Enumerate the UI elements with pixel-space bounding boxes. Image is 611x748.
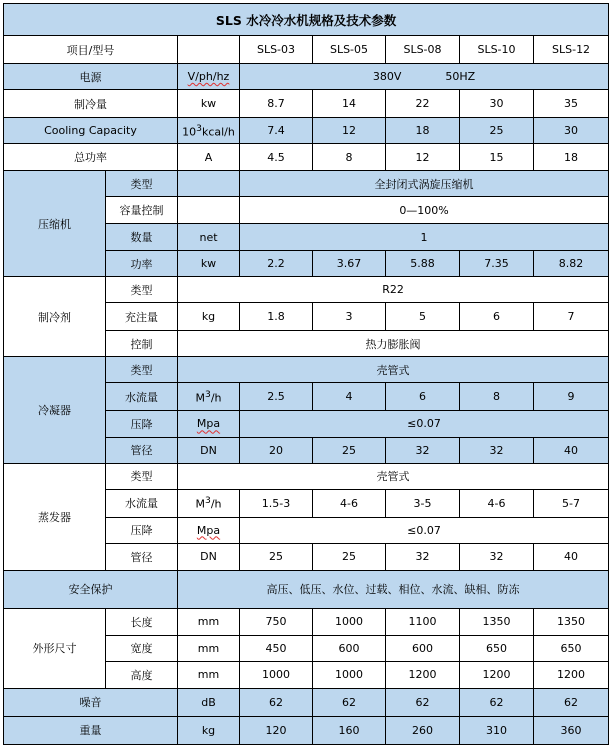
value-cell: 4-6 (313, 489, 386, 517)
value-cell: 1350 (534, 608, 609, 635)
sub-label: 压降 (106, 517, 178, 543)
value-cell: 750 (240, 608, 313, 635)
sub-label: 类型 (106, 171, 178, 197)
value-cell: 40 (534, 437, 609, 463)
value-cell: 1000 (240, 661, 313, 688)
weight-row (4, 716, 609, 744)
value-cell: 1350 (460, 608, 534, 635)
sub-label: 控制 (106, 331, 178, 357)
value-cell: 25 (460, 118, 534, 144)
value-cell: 6 (460, 303, 534, 331)
value-cell: 32 (460, 543, 534, 570)
value-cell: 25 (240, 543, 313, 570)
sub-label: 功率 (106, 251, 178, 277)
sub-label: 容量控制 (106, 197, 178, 224)
value-cell: 5.88 (386, 251, 460, 277)
model-header: SLS-10 (460, 36, 534, 64)
value-cell: 600 (313, 635, 386, 661)
unit-text: Mpa (196, 417, 221, 431)
unit-cell: kw (178, 251, 240, 277)
sub-label: 管径 (106, 543, 178, 570)
total-power-row (4, 144, 609, 171)
power-row (4, 64, 609, 90)
unit-cell (178, 64, 240, 90)
unit-cell (178, 411, 240, 437)
value-cell: 7 (534, 303, 609, 331)
unit-exponent: 3 (204, 495, 211, 507)
cooling-kcal-row (4, 118, 609, 144)
value-cell: 9 (534, 383, 609, 411)
value-cell: 62 (386, 688, 460, 716)
row-label: Cooling Capacity (4, 118, 178, 144)
span-value: 1 (240, 224, 609, 251)
sub-label: 类型 (106, 277, 178, 303)
group-label-dimensions: 外形尺寸 (4, 608, 106, 688)
value-cell: 1200 (386, 661, 460, 688)
value-cell: 8.82 (534, 251, 609, 277)
cooling-row (4, 90, 609, 118)
value-cell: 3 (313, 303, 386, 331)
row-label: 总功率 (4, 144, 178, 171)
span-value: 壳管式 (178, 463, 609, 489)
value-cell: 32 (386, 437, 460, 463)
group-label-evaporator: 蒸发器 (4, 463, 106, 570)
title-row (4, 4, 609, 36)
value-cell: 14 (313, 90, 386, 118)
unit-rest: /h (210, 497, 222, 511)
unit-cell: DN (178, 437, 240, 463)
value-cell: 120 (240, 716, 313, 744)
header-label: 项目/型号 (4, 36, 178, 64)
model-header: SLS-03 (240, 36, 313, 64)
unit-cell (178, 197, 240, 224)
span-value: 0—100% (240, 197, 609, 224)
refrigerant-type-row (4, 277, 609, 303)
value-cell: 40 (534, 543, 609, 570)
unit-base: 10 (182, 125, 197, 139)
power-value (240, 64, 609, 90)
frequency-value: 50HZ (445, 70, 476, 84)
value-cell: 32 (386, 543, 460, 570)
value-cell: 310 (460, 716, 534, 744)
value-cell: 5-7 (534, 489, 609, 517)
value-cell: 650 (534, 635, 609, 661)
unit-cell (178, 383, 240, 411)
unit-cell (178, 489, 240, 517)
value-cell: 650 (460, 635, 534, 661)
value-cell: 1000 (313, 661, 386, 688)
value-cell: 5 (386, 303, 460, 331)
sub-label: 压降 (106, 411, 178, 437)
spec-table (3, 3, 609, 745)
sub-label: 管径 (106, 437, 178, 463)
compressor-type-row (4, 171, 609, 197)
length-row (4, 608, 609, 635)
value-cell: 25 (313, 543, 386, 570)
value-cell: 4-6 (460, 489, 534, 517)
unit-cell: net (178, 224, 240, 251)
sub-label: 充注量 (106, 303, 178, 331)
value-cell: 7.35 (460, 251, 534, 277)
table-title: SLS 水冷冷水机规格及技术参数 (4, 4, 609, 36)
unit-cell: kg (178, 716, 240, 744)
noise-row (4, 688, 609, 716)
sub-label: 高度 (106, 661, 178, 688)
value-cell: 1000 (313, 608, 386, 635)
value-cell: 1200 (460, 661, 534, 688)
unit-text: Mpa (196, 523, 221, 537)
unit-rest: kcal/h (201, 125, 235, 139)
unit-rest: /h (210, 391, 222, 405)
value-cell: 35 (534, 90, 609, 118)
unit-cell: mm (178, 608, 240, 635)
span-value: 高压、低压、水位、过载、相位、水流、缺相、防冻 (178, 570, 609, 608)
row-label: 重量 (4, 716, 178, 744)
value-cell: 15 (460, 144, 534, 171)
sub-label: 水流量 (106, 383, 178, 411)
value-cell: 3-5 (386, 489, 460, 517)
value-cell: 62 (313, 688, 386, 716)
value-cell: 12 (313, 118, 386, 144)
group-label-compressor: 压缩机 (4, 171, 106, 277)
row-label: 电源 (4, 64, 178, 90)
value-cell: 1100 (386, 608, 460, 635)
unit-base: M (195, 391, 205, 405)
value-cell: 20 (240, 437, 313, 463)
sub-label: 宽度 (106, 635, 178, 661)
value-cell: 160 (313, 716, 386, 744)
unit-base: M (195, 497, 205, 511)
sub-label: 水流量 (106, 489, 178, 517)
sub-label: 长度 (106, 608, 178, 635)
group-label-refrigerant: 制冷剂 (4, 277, 106, 357)
header-unit-cell (178, 36, 240, 64)
span-value: ≤0.07 (240, 411, 609, 437)
value-cell: 62 (240, 688, 313, 716)
value-cell: 62 (534, 688, 609, 716)
condenser-type-row (4, 357, 609, 383)
value-cell: 4.5 (240, 144, 313, 171)
unit-cell: mm (178, 635, 240, 661)
row-label: 安全保护 (4, 570, 178, 608)
unit-cell (178, 517, 240, 543)
span-value: 壳管式 (178, 357, 609, 383)
value-cell: 12 (386, 144, 460, 171)
value-cell: 1200 (534, 661, 609, 688)
span-value: R22 (178, 277, 609, 303)
value-cell: 8 (460, 383, 534, 411)
value-cell: 2.5 (240, 383, 313, 411)
value-cell: 1.5-3 (240, 489, 313, 517)
span-value: 热力膨胀阀 (178, 331, 609, 357)
value-cell: 4 (313, 383, 386, 411)
model-header: SLS-05 (313, 36, 386, 64)
value-cell: 30 (460, 90, 534, 118)
value-cell: 18 (386, 118, 460, 144)
unit-cell: kg (178, 303, 240, 331)
value-cell: 6 (386, 383, 460, 411)
value-cell: 62 (460, 688, 534, 716)
span-value: ≤0.07 (240, 517, 609, 543)
sub-label: 类型 (106, 463, 178, 489)
unit-exponent: 3 (196, 122, 202, 134)
value-cell: 7.4 (240, 118, 313, 144)
value-cell: 18 (534, 144, 609, 171)
value-cell: 8 (313, 144, 386, 171)
safety-row (4, 570, 609, 608)
value-cell: 3.67 (313, 251, 386, 277)
unit-exponent: 3 (204, 389, 211, 401)
value-cell: 8.7 (240, 90, 313, 118)
value-cell: 260 (386, 716, 460, 744)
header-row (4, 36, 609, 64)
unit-cell: DN (178, 543, 240, 570)
value-cell: 1.8 (240, 303, 313, 331)
value-cell: 600 (386, 635, 460, 661)
value-cell: 32 (460, 437, 534, 463)
value-cell: 30 (534, 118, 609, 144)
model-header: SLS-12 (534, 36, 609, 64)
unit-cell: kw (178, 90, 240, 118)
unit-text: V/ph/hz (187, 70, 230, 84)
model-header: SLS-08 (386, 36, 460, 64)
unit-cell: A (178, 144, 240, 171)
sub-label: 数量 (106, 224, 178, 251)
unit-cell (178, 171, 240, 197)
span-value: 全封闭式涡旋压缩机 (240, 171, 609, 197)
evaporator-type-row (4, 463, 609, 489)
unit-cell (178, 118, 240, 144)
value-cell: 22 (386, 90, 460, 118)
row-label: 制冷量 (4, 90, 178, 118)
value-cell: 2.2 (240, 251, 313, 277)
sub-label: 类型 (106, 357, 178, 383)
voltage-value: 380V (372, 70, 402, 84)
unit-cell: dB (178, 688, 240, 716)
group-label-condenser: 冷凝器 (4, 357, 106, 463)
value-cell: 450 (240, 635, 313, 661)
value-cell: 360 (534, 716, 609, 744)
value-cell: 25 (313, 437, 386, 463)
unit-cell: mm (178, 661, 240, 688)
row-label: 噪音 (4, 688, 178, 716)
